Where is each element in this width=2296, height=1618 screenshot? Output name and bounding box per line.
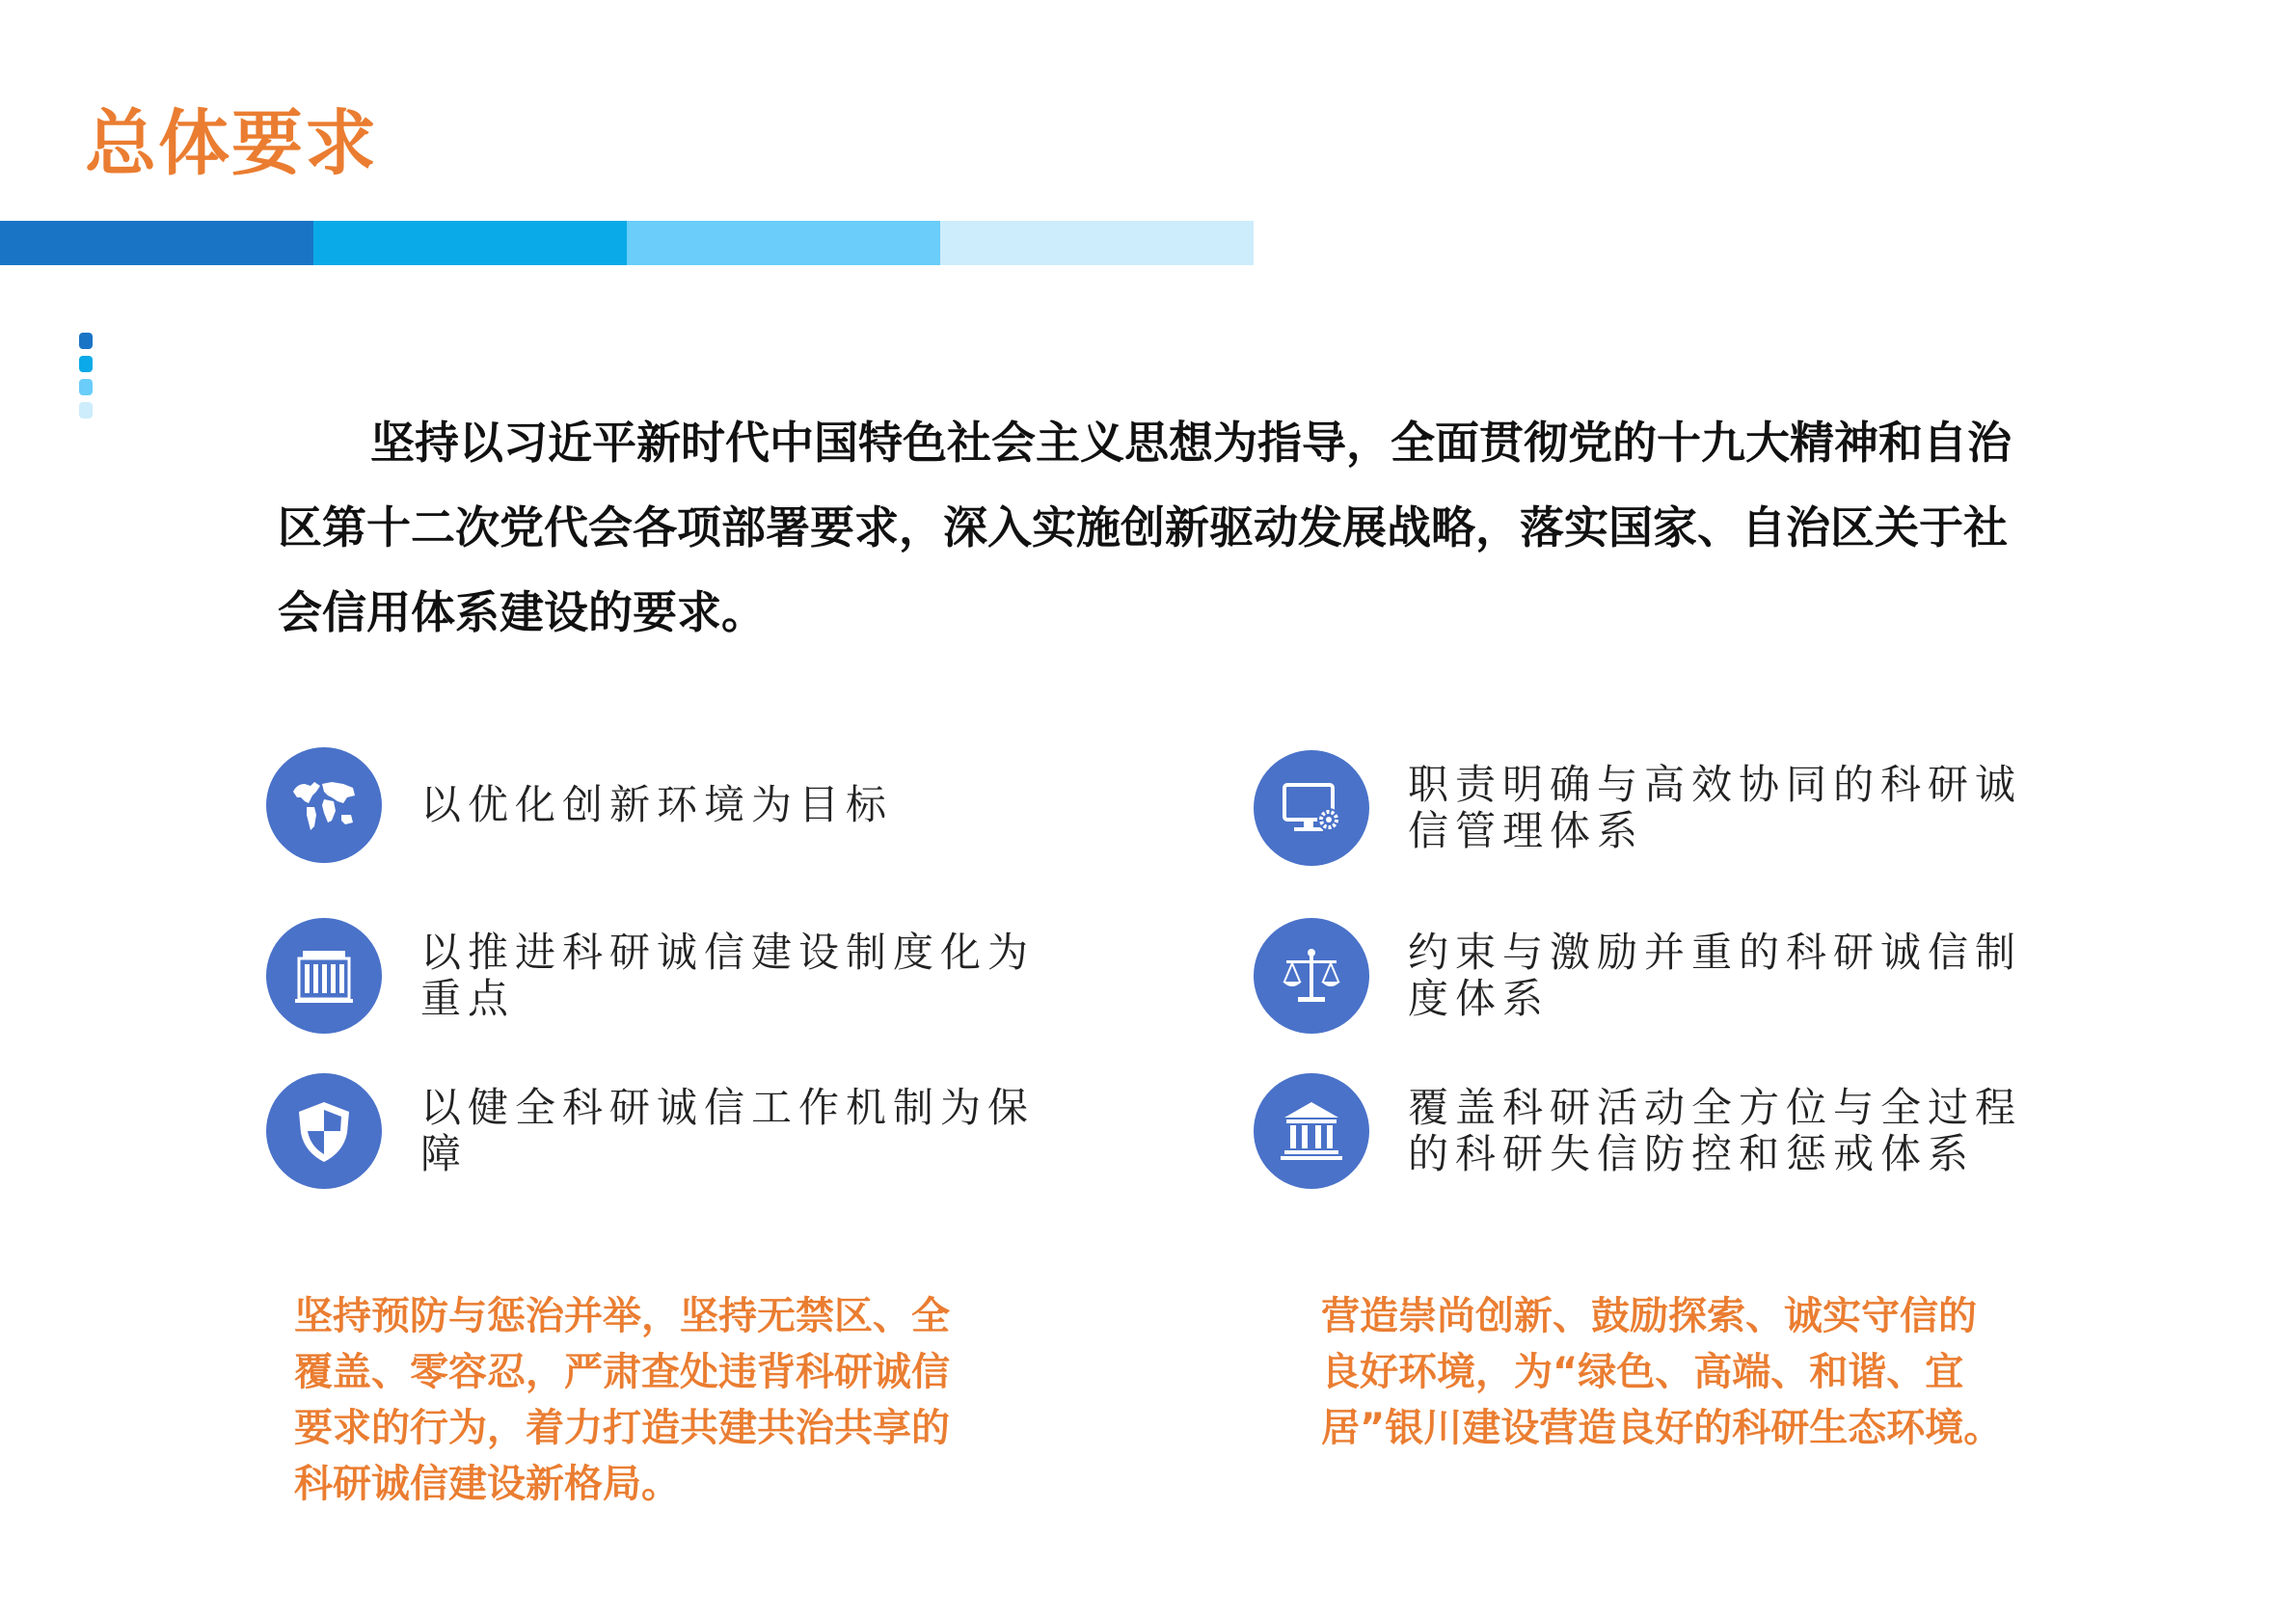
dot-4 (79, 402, 93, 418)
stripe-segment-2 (313, 221, 627, 265)
decorative-dots (79, 333, 95, 425)
system-item-1 (1254, 750, 2025, 866)
stripe-segment-1 (0, 221, 313, 265)
system-item-1-text: 职责明确与高效协同的科研诚信管理体系 (1408, 761, 2023, 854)
system-item-2-text: 约束与激励并重的科研诚信制度体系 (1408, 929, 2023, 1022)
bottom-right-paragraph: 营造崇尚创新、鼓励探索、诚实守信的良好环境，为“绿色、高端、和谐、宜居”银川建设营造良好的科研生态环境。 (1321, 1294, 2003, 1450)
stripe-segment-4 (940, 221, 1254, 265)
institution-icon (1254, 1073, 1369, 1189)
system-item-2 (1254, 918, 2025, 1034)
stripe-segment-3 (627, 221, 940, 265)
goal-item-1-text: 以优化创新环境为目标 (420, 781, 894, 828)
dot-3 (79, 379, 93, 395)
goal-item-1 (266, 747, 1038, 863)
goal-item-2-text: 以推进科研诚信建设制度化为重点 (420, 929, 1036, 1022)
monitor-gear-icon (1254, 750, 1369, 866)
scales-icon (1254, 918, 1369, 1034)
world-map-icon (266, 747, 382, 863)
system-item-3 (1254, 1073, 2025, 1189)
building-icon (266, 918, 382, 1034)
header-stripe (0, 221, 1254, 265)
bottom-left-paragraph: 坚持预防与惩治并举，坚持无禁区、全覆盖、零容忍，严肃查处违背科研诚信要求的行为，着力打造共建共治共享的科研诚信建设新格局。 (294, 1294, 950, 1506)
page-title: 总体要求 (85, 102, 378, 185)
system-item-3-text: 覆盖科研活动全方位与全过程的科研失信防控和惩戒体系 (1408, 1084, 2023, 1177)
dot-1 (79, 333, 93, 349)
goal-item-3 (266, 1073, 1038, 1189)
shield-icon (266, 1073, 382, 1189)
goal-item-3-text: 以健全科研诚信工作机制为保障 (420, 1084, 1036, 1177)
dot-2 (79, 356, 93, 372)
intro-paragraph: 坚持以习近平新时代中国特色社会主义思想为指导，全面贯彻党的十九大精神和自治区第十二次党代会各项部署要求，深入实施创新驱动发展战略，落实国家、自治区关于社会信用体系建设的要求。 (278, 417, 2012, 638)
goal-item-2 (266, 918, 1038, 1034)
